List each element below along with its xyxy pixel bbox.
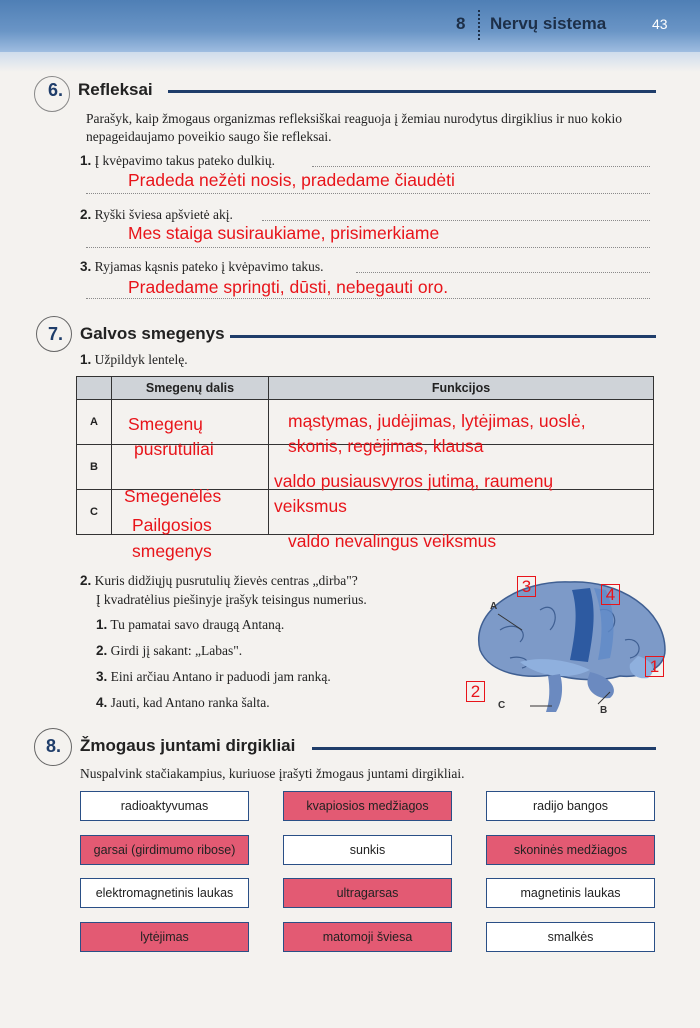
exercise-8-title: Žmogaus juntami dirgikliai bbox=[80, 736, 296, 755]
exercise-7-title: Galvos smegenys bbox=[80, 324, 225, 343]
handwritten-func-b-line1: valdo pusiausvyros jutimą, raumenų bbox=[274, 471, 554, 491]
task-2-question: 2. Kuris didžiųjų pusrutulių žievės centras „dirba"? bbox=[80, 573, 358, 588]
question-1: 1. Į kvėpavimo takus pateko dulkių. bbox=[80, 153, 275, 168]
stimulus-box-colored[interactable]: matomoji šviesa bbox=[283, 922, 452, 952]
handwritten-func-a-line1: mąstymas, judėjimas, lytėjimas, uoslė, bbox=[288, 411, 586, 431]
stimulus-box[interactable]: smalkės bbox=[486, 922, 655, 952]
exercise-7-number: 7. bbox=[48, 324, 64, 344]
exercise-7-rule bbox=[230, 335, 656, 338]
handwritten-answer-2: Mes staiga susiraukiame, prisimerkiame bbox=[128, 223, 440, 243]
exercise-8-number: 8. bbox=[46, 736, 62, 756]
handwritten-func-c: valdo nevalingus veiksmus bbox=[288, 531, 497, 551]
exercise-6-instructions: Parašyk, kaip žmogaus organizmas refleksiškai reaguoja į žemiau nurodytus dirgiklius ir nuo kokio nepageidaujamo poveikio saugo šie refleksai. bbox=[86, 111, 623, 144]
row-letter: A bbox=[77, 400, 112, 445]
stimulus-box-colored[interactable]: lytėjimas bbox=[80, 922, 249, 952]
row-letter: B bbox=[77, 445, 112, 490]
header-divider bbox=[478, 10, 480, 40]
table-header-part: Smegenų dalis bbox=[112, 377, 269, 400]
brain-answer-box[interactable]: 1 bbox=[645, 656, 664, 677]
table-header-blank bbox=[77, 377, 112, 400]
chapter-number: 8 bbox=[456, 14, 466, 33]
exercise-6-rule bbox=[168, 90, 656, 93]
task-1-label: 1. Užpildyk lentelę. bbox=[80, 352, 188, 367]
chapter-title: Nervų sistema bbox=[490, 14, 607, 33]
exercise-6-number: 6. bbox=[48, 80, 64, 100]
handwritten-part-c-line1: Pailgosios bbox=[132, 515, 212, 535]
handwritten-answer-3: Pradedame springti, dūsti, nebegauti oro. bbox=[128, 277, 449, 297]
handwritten-func-a-line2: skonis, regėjimas, klausa bbox=[288, 436, 484, 456]
brain-label-c: C bbox=[498, 700, 506, 711]
answer-line bbox=[86, 247, 650, 248]
scenario-item: 3. Eini arčiau Antano ir paduodi jam ranką. bbox=[96, 669, 331, 684]
page-number: 43 bbox=[652, 16, 668, 32]
stimulus-box[interactable]: radioaktyvumas bbox=[80, 791, 249, 821]
stimulus-box[interactable]: sunkis bbox=[283, 835, 452, 865]
brain-label-b: B bbox=[600, 705, 608, 716]
stimulus-box-colored[interactable]: kvapiosios medžiagos bbox=[283, 791, 452, 821]
scenario-item: 1. Tu pamatai savo draugą Antaną. bbox=[96, 617, 285, 632]
brain-label-a: A bbox=[490, 601, 498, 612]
stimulus-box-colored[interactable]: ultragarsas bbox=[283, 878, 452, 908]
brain-illustration bbox=[460, 570, 680, 720]
handwritten-part-c-line2: smegenys bbox=[132, 541, 212, 561]
scenario-item: 4. Jauti, kad Antano ranka šalta. bbox=[96, 695, 270, 710]
handwritten-part-a-line2: pusrutuliai bbox=[134, 439, 214, 459]
stimulus-box-colored[interactable]: skoninės medžiagos bbox=[486, 835, 655, 865]
header-fade bbox=[0, 52, 700, 72]
answer-line bbox=[86, 298, 650, 299]
handwritten-part-b: Smegenėlės bbox=[124, 486, 222, 506]
row-letter: C bbox=[77, 490, 112, 535]
question-2: 2. Ryški šviesa apšvietė akį. bbox=[80, 207, 233, 222]
task-2-instruction: Į kvadratėlius piešinyje įrašyk teisingus numerius. bbox=[96, 592, 367, 607]
handwritten-answer-1: Pradeda nežėti nosis, pradedame čiaudėti bbox=[128, 170, 455, 190]
handwritten-part-a-line1: Smegenų bbox=[128, 414, 203, 434]
answer-line bbox=[86, 193, 650, 194]
brain-answer-box[interactable]: 2 bbox=[466, 681, 485, 702]
handwritten-func-b-line2: veiksmus bbox=[274, 496, 347, 516]
brain-answer-box[interactable]: 4 bbox=[601, 584, 620, 605]
stimulus-box[interactable]: radijo bangos bbox=[486, 791, 655, 821]
brain-answer-box[interactable]: 3 bbox=[517, 576, 536, 597]
stimulus-box[interactable]: magnetinis laukas bbox=[486, 878, 655, 908]
question-3: 3. Ryjamas kąsnis pateko į kvėpavimo takus. bbox=[80, 259, 324, 274]
stimulus-box-colored[interactable]: garsai (girdimumo ribose) bbox=[80, 835, 249, 865]
exercise-8-instructions: Nuspalvink stačiakampius, kuriuose įrašyti žmogaus juntami dirgikliai. bbox=[80, 766, 465, 781]
answer-line bbox=[262, 220, 650, 221]
exercise-6-title: Refleksai bbox=[78, 80, 153, 99]
scenario-item: 2. Girdi jį sakant: „Labas". bbox=[96, 643, 243, 658]
answer-line bbox=[312, 166, 650, 167]
answer-line bbox=[356, 272, 650, 273]
page-header bbox=[0, 0, 700, 52]
table-header-functions: Funkcijos bbox=[269, 377, 654, 400]
stimulus-box[interactable]: elektromagnetinis laukas bbox=[80, 878, 249, 908]
exercise-8-rule bbox=[312, 747, 656, 750]
